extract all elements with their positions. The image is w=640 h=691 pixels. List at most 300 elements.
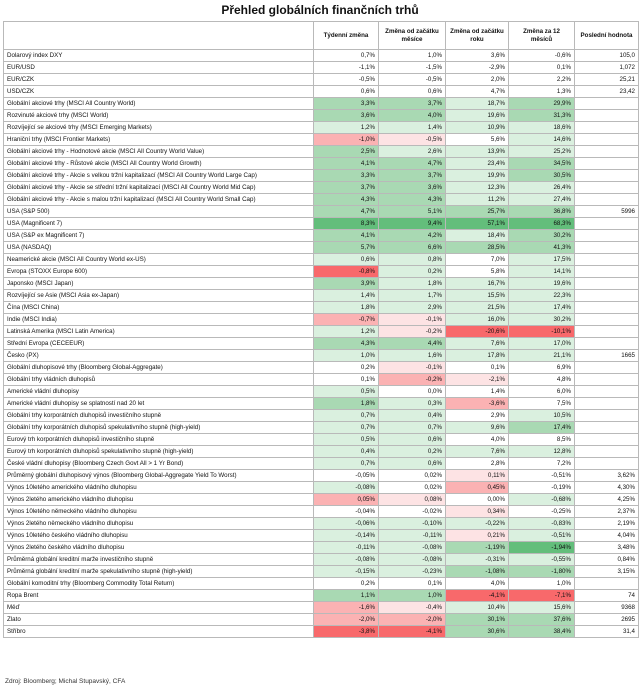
y12-change-cell: 31,3% bbox=[509, 110, 575, 122]
y12-change-cell: 29,9% bbox=[509, 98, 575, 110]
last-value-cell bbox=[575, 218, 639, 230]
weekly-change-cell: 5,7% bbox=[314, 242, 379, 254]
row-label: Výnos 2letého českého vládního dluhopisu bbox=[4, 542, 314, 554]
mtd-change-cell: -1,5% bbox=[379, 62, 446, 74]
weekly-change-cell: -0,08% bbox=[314, 554, 379, 566]
last-value-cell: 0,84% bbox=[575, 554, 639, 566]
row-label: Globální trhy korporátních dluhopisů investičního stupně bbox=[4, 410, 314, 422]
mtd-change-cell: 0,08% bbox=[379, 494, 446, 506]
ytd-change-cell: -2,1% bbox=[446, 374, 509, 386]
last-value-cell bbox=[575, 194, 639, 206]
row-label: Globální akciové trhy - Akcie se střední tržní kapitalizací (MSCI All Country World Mid Cap) bbox=[4, 182, 314, 194]
last-value-cell bbox=[575, 122, 639, 134]
ytd-change-cell: 7,0% bbox=[446, 254, 509, 266]
last-value-cell bbox=[575, 170, 639, 182]
last-value-cell: 3,62% bbox=[575, 470, 639, 482]
y12-change-cell: 27,4% bbox=[509, 194, 575, 206]
ytd-change-cell: 1,4% bbox=[446, 386, 509, 398]
weekly-change-cell: -1,1% bbox=[314, 62, 379, 74]
y12-change-cell: 37,6% bbox=[509, 614, 575, 626]
y12-change-cell: 17,4% bbox=[509, 422, 575, 434]
last-value-cell bbox=[575, 266, 639, 278]
last-value-cell: 4,30% bbox=[575, 482, 639, 494]
weekly-change-cell: 1,2% bbox=[314, 122, 379, 134]
last-value-cell bbox=[575, 362, 639, 374]
mtd-change-cell: -0,5% bbox=[379, 134, 446, 146]
ytd-change-cell: 7,6% bbox=[446, 446, 509, 458]
y12-change-cell: 15,6% bbox=[509, 602, 575, 614]
ytd-change-cell: 4,7% bbox=[446, 86, 509, 98]
y12-change-cell: 10,5% bbox=[509, 410, 575, 422]
y12-change-cell: 38,4% bbox=[509, 626, 575, 638]
ytd-change-cell: 21,5% bbox=[446, 302, 509, 314]
table-row bbox=[4, 110, 639, 122]
y12-change-cell: -0,55% bbox=[509, 554, 575, 566]
weekly-change-cell: -1,6% bbox=[314, 602, 379, 614]
last-value-cell: 1,072 bbox=[575, 62, 639, 74]
weekly-change-cell: 0,2% bbox=[314, 578, 379, 590]
row-label: Americké vládní dluhopisy se splatností nad 20 let bbox=[4, 398, 314, 410]
mtd-change-cell: -0,1% bbox=[379, 314, 446, 326]
ytd-change-cell: -3,6% bbox=[446, 398, 509, 410]
y12-change-cell: 21,1% bbox=[509, 350, 575, 362]
last-value-cell: 31,4 bbox=[575, 626, 639, 638]
ytd-change-cell: -0,31% bbox=[446, 554, 509, 566]
mtd-change-cell: 2,9% bbox=[379, 302, 446, 314]
weekly-change-cell: 4,1% bbox=[314, 230, 379, 242]
last-value-cell bbox=[575, 458, 639, 470]
last-value-cell bbox=[575, 278, 639, 290]
mtd-change-cell: 4,0% bbox=[379, 110, 446, 122]
weekly-change-cell: -0,11% bbox=[314, 542, 379, 554]
y12-change-cell: 18,6% bbox=[509, 122, 575, 134]
y12-change-cell: 30,2% bbox=[509, 314, 575, 326]
row-label: Hraniční trhy (MSCI Frontier Markets) bbox=[4, 134, 314, 146]
last-value-cell bbox=[575, 98, 639, 110]
weekly-change-cell: 3,3% bbox=[314, 98, 379, 110]
weekly-change-cell: -0,08% bbox=[314, 482, 379, 494]
table-row bbox=[4, 566, 639, 578]
ytd-change-cell: 12,3% bbox=[446, 182, 509, 194]
row-label: Rozvíjející se Asie (MSCI Asia ex-Japan) bbox=[4, 290, 314, 302]
y12-change-cell: -0,25% bbox=[509, 506, 575, 518]
last-value-cell bbox=[575, 290, 639, 302]
weekly-change-cell: 1,0% bbox=[314, 350, 379, 362]
row-label: Americké vládní dluhopisy bbox=[4, 386, 314, 398]
ytd-change-cell: 2,9% bbox=[446, 410, 509, 422]
mtd-change-cell: -0,08% bbox=[379, 554, 446, 566]
ytd-change-cell: 10,9% bbox=[446, 122, 509, 134]
header-weekly-change: Týdenní změna bbox=[314, 22, 379, 50]
row-label: Globální komoditní trhy (Bloomberg Commodity Total Return) bbox=[4, 578, 314, 590]
last-value-cell bbox=[575, 146, 639, 158]
row-label: Měď bbox=[4, 602, 314, 614]
y12-change-cell: 19,6% bbox=[509, 278, 575, 290]
table-row bbox=[4, 62, 639, 74]
table-row bbox=[4, 578, 639, 590]
last-value-cell: 2,19% bbox=[575, 518, 639, 530]
row-label: Výnos 10letého českého vládního dluhopisu bbox=[4, 530, 314, 542]
mtd-change-cell: -0,5% bbox=[379, 74, 446, 86]
mtd-change-cell: 0,4% bbox=[379, 410, 446, 422]
mtd-change-cell: -0,1% bbox=[379, 362, 446, 374]
ytd-change-cell: 0,34% bbox=[446, 506, 509, 518]
ytd-change-cell: 19,9% bbox=[446, 170, 509, 182]
weekly-change-cell: -0,05% bbox=[314, 470, 379, 482]
table-row bbox=[4, 326, 639, 338]
ytd-change-cell: 10,4% bbox=[446, 602, 509, 614]
mtd-change-cell: -0,10% bbox=[379, 518, 446, 530]
weekly-change-cell: 0,4% bbox=[314, 446, 379, 458]
mtd-change-cell: 0,2% bbox=[379, 446, 446, 458]
row-label: Výnos 2letého německého vládního dluhopisu bbox=[4, 518, 314, 530]
y12-change-cell: 17,0% bbox=[509, 338, 575, 350]
weekly-change-cell: -1,0% bbox=[314, 134, 379, 146]
last-value-cell bbox=[575, 410, 639, 422]
y12-change-cell: 17,4% bbox=[509, 302, 575, 314]
table-row bbox=[4, 122, 639, 134]
table-row bbox=[4, 590, 639, 602]
mtd-change-cell: 5,1% bbox=[379, 206, 446, 218]
y12-change-cell: 14,6% bbox=[509, 134, 575, 146]
table-row bbox=[4, 410, 639, 422]
weekly-change-cell: 4,3% bbox=[314, 338, 379, 350]
table-row bbox=[4, 134, 639, 146]
source-note: Zdroj: Bloomberg; Michal Stupavský, CFA bbox=[5, 678, 126, 685]
ytd-change-cell: 15,5% bbox=[446, 290, 509, 302]
weekly-change-cell: -0,14% bbox=[314, 530, 379, 542]
mtd-change-cell: -0,08% bbox=[379, 542, 446, 554]
mtd-change-cell: -0,2% bbox=[379, 374, 446, 386]
ytd-change-cell: 0,00% bbox=[446, 494, 509, 506]
y12-change-cell: -1,94% bbox=[509, 542, 575, 554]
mtd-change-cell: 1,4% bbox=[379, 122, 446, 134]
mtd-change-cell: 0,8% bbox=[379, 254, 446, 266]
row-label: Latinská Amerika (MSCI Latin America) bbox=[4, 326, 314, 338]
ytd-change-cell: 18,4% bbox=[446, 230, 509, 242]
y12-change-cell: -0,83% bbox=[509, 518, 575, 530]
y12-change-cell: 6,0% bbox=[509, 386, 575, 398]
row-label: USA (NASDAQ) bbox=[4, 242, 314, 254]
table-row bbox=[4, 482, 639, 494]
row-label: Rozvinuté akciové trhy (MSCI World) bbox=[4, 110, 314, 122]
row-label: USA (S&P ex Magnificent 7) bbox=[4, 230, 314, 242]
last-value-cell: 5996 bbox=[575, 206, 639, 218]
row-label: Stříbro bbox=[4, 626, 314, 638]
table-row bbox=[4, 74, 639, 86]
weekly-change-cell: 0,1% bbox=[314, 374, 379, 386]
table-row bbox=[4, 458, 639, 470]
ytd-change-cell: -0,22% bbox=[446, 518, 509, 530]
ytd-change-cell: 11,2% bbox=[446, 194, 509, 206]
weekly-change-cell: -0,8% bbox=[314, 266, 379, 278]
table-row bbox=[4, 206, 639, 218]
ytd-change-cell: 5,8% bbox=[446, 266, 509, 278]
ytd-change-cell: 0,45% bbox=[446, 482, 509, 494]
mtd-change-cell: 3,6% bbox=[379, 182, 446, 194]
weekly-change-cell: -0,7% bbox=[314, 314, 379, 326]
table-row bbox=[4, 506, 639, 518]
last-value-cell bbox=[575, 158, 639, 170]
y12-change-cell: -0,68% bbox=[509, 494, 575, 506]
weekly-change-cell: -0,04% bbox=[314, 506, 379, 518]
table-row bbox=[4, 278, 639, 290]
header-year-to-date: Změna od začátku roku bbox=[446, 22, 509, 50]
row-label: Česko (PX) bbox=[4, 350, 314, 362]
last-value-cell bbox=[575, 434, 639, 446]
y12-change-cell: 26,4% bbox=[509, 182, 575, 194]
y12-change-cell: -0,6% bbox=[509, 50, 575, 62]
mtd-change-cell: 3,7% bbox=[379, 170, 446, 182]
ytd-change-cell: 3,6% bbox=[446, 50, 509, 62]
row-label: Indie (MSCI India) bbox=[4, 314, 314, 326]
table-row bbox=[4, 554, 639, 566]
ytd-change-cell: 57,1% bbox=[446, 218, 509, 230]
y12-change-cell: 17,5% bbox=[509, 254, 575, 266]
table-row bbox=[4, 218, 639, 230]
row-label: Průměrná globální kreditní marže spekulativního stupně (high-yield) bbox=[4, 566, 314, 578]
y12-change-cell: 68,3% bbox=[509, 218, 575, 230]
last-value-cell bbox=[575, 386, 639, 398]
weekly-change-cell: 8,3% bbox=[314, 218, 379, 230]
ytd-change-cell: 0,1% bbox=[446, 362, 509, 374]
row-label: Výnos 2letého amerického vládního dluhopisu bbox=[4, 494, 314, 506]
mtd-change-cell: -0,11% bbox=[379, 530, 446, 542]
ytd-change-cell: 30,6% bbox=[446, 626, 509, 638]
last-value-cell bbox=[575, 110, 639, 122]
mtd-change-cell: 0,0% bbox=[379, 386, 446, 398]
ytd-change-cell: -2,9% bbox=[446, 62, 509, 74]
y12-change-cell: 22,3% bbox=[509, 290, 575, 302]
last-value-cell bbox=[575, 254, 639, 266]
y12-change-cell: -0,19% bbox=[509, 482, 575, 494]
row-label: Průměrná globální kreditní marže investičního stupně bbox=[4, 554, 314, 566]
y12-change-cell: -1,80% bbox=[509, 566, 575, 578]
table-row bbox=[4, 182, 639, 194]
y12-change-cell: 2,2% bbox=[509, 74, 575, 86]
row-label: Neamerické akcie (MSCI All Country World ex-US) bbox=[4, 254, 314, 266]
ytd-change-cell: 4,0% bbox=[446, 578, 509, 590]
row-label: Čína (MSCI China) bbox=[4, 302, 314, 314]
table-row bbox=[4, 170, 639, 182]
mtd-change-cell: 0,1% bbox=[379, 578, 446, 590]
table-row bbox=[4, 602, 639, 614]
row-label: Rozvíjející se akciové trhy (MSCI Emerging Markets) bbox=[4, 122, 314, 134]
ytd-change-cell: 2,8% bbox=[446, 458, 509, 470]
ytd-change-cell: 9,6% bbox=[446, 422, 509, 434]
weekly-change-cell: -0,15% bbox=[314, 566, 379, 578]
last-value-cell bbox=[575, 230, 639, 242]
y12-change-cell: 0,1% bbox=[509, 62, 575, 74]
y12-change-cell: 12,8% bbox=[509, 446, 575, 458]
y12-change-cell: -0,51% bbox=[509, 530, 575, 542]
last-value-cell bbox=[575, 134, 639, 146]
table-row bbox=[4, 50, 639, 62]
y12-change-cell: 6,9% bbox=[509, 362, 575, 374]
weekly-change-cell: -2,0% bbox=[314, 614, 379, 626]
weekly-change-cell: 0,7% bbox=[314, 422, 379, 434]
ytd-change-cell: 2,0% bbox=[446, 74, 509, 86]
weekly-change-cell: 3,3% bbox=[314, 170, 379, 182]
ytd-change-cell: 28,5% bbox=[446, 242, 509, 254]
mtd-change-cell: 3,7% bbox=[379, 98, 446, 110]
ytd-change-cell: 0,21% bbox=[446, 530, 509, 542]
weekly-change-cell: 0,5% bbox=[314, 434, 379, 446]
ytd-change-cell: 25,7% bbox=[446, 206, 509, 218]
row-label: Globální trhy vládních dluhopisů bbox=[4, 374, 314, 386]
last-value-cell bbox=[575, 422, 639, 434]
table-row bbox=[4, 434, 639, 446]
table-row bbox=[4, 614, 639, 626]
row-label: Globální akciové trhy - Růstové akcie (MSCI All Country World Growth) bbox=[4, 158, 314, 170]
row-label: Ropa Brent bbox=[4, 590, 314, 602]
mtd-change-cell: -0,4% bbox=[379, 602, 446, 614]
y12-change-cell: -10,1% bbox=[509, 326, 575, 338]
table-row bbox=[4, 374, 639, 386]
table-row bbox=[4, 386, 639, 398]
weekly-change-cell: 4,7% bbox=[314, 206, 379, 218]
table-body bbox=[4, 50, 639, 638]
weekly-change-cell: 4,3% bbox=[314, 194, 379, 206]
mtd-change-cell: 0,2% bbox=[379, 266, 446, 278]
last-value-cell bbox=[575, 182, 639, 194]
table-row bbox=[4, 266, 639, 278]
row-label: EUR/USD bbox=[4, 62, 314, 74]
ytd-change-cell: 17,8% bbox=[446, 350, 509, 362]
row-label: Evropa (STOXX Europe 600) bbox=[4, 266, 314, 278]
weekly-change-cell: 0,7% bbox=[314, 458, 379, 470]
header-label bbox=[4, 22, 314, 50]
last-value-cell: 3,15% bbox=[575, 566, 639, 578]
y12-change-cell: 30,2% bbox=[509, 230, 575, 242]
row-label: USA (Magnificent 7) bbox=[4, 218, 314, 230]
weekly-change-cell: 1,4% bbox=[314, 290, 379, 302]
weekly-change-cell: 3,6% bbox=[314, 110, 379, 122]
table-row bbox=[4, 194, 639, 206]
row-label: Výnos 10letého amerického vládního dluhopisu bbox=[4, 482, 314, 494]
weekly-change-cell: 1,8% bbox=[314, 302, 379, 314]
last-value-cell bbox=[575, 446, 639, 458]
row-label: Dolarový index DXY bbox=[4, 50, 314, 62]
weekly-change-cell: 3,7% bbox=[314, 182, 379, 194]
weekly-change-cell: -0,06% bbox=[314, 518, 379, 530]
weekly-change-cell: 4,1% bbox=[314, 158, 379, 170]
header-month-to-date: Změna od začátku měsíce bbox=[379, 22, 446, 50]
row-label: Globální akciové trhy - Akcie s malou tržní kapitalizací (MSCI All Country World Small Cap) bbox=[4, 194, 314, 206]
table-row bbox=[4, 470, 639, 482]
y12-change-cell: 1,3% bbox=[509, 86, 575, 98]
ytd-change-cell: -1,19% bbox=[446, 542, 509, 554]
table-row bbox=[4, 446, 639, 458]
ytd-change-cell: -1,08% bbox=[446, 566, 509, 578]
table-row bbox=[4, 302, 639, 314]
mtd-change-cell: 6,6% bbox=[379, 242, 446, 254]
weekly-change-cell: 2,5% bbox=[314, 146, 379, 158]
table-row bbox=[4, 230, 639, 242]
mtd-change-cell: 4,2% bbox=[379, 230, 446, 242]
table-row bbox=[4, 290, 639, 302]
ytd-change-cell: 16,0% bbox=[446, 314, 509, 326]
last-value-cell: 74 bbox=[575, 590, 639, 602]
row-label: Eurový trh korporátních dluhopisů investičního stupně bbox=[4, 434, 314, 446]
y12-change-cell: 34,5% bbox=[509, 158, 575, 170]
table-row bbox=[4, 86, 639, 98]
header-12-month: Změna za 12 měsíců bbox=[509, 22, 575, 50]
mtd-change-cell: -2,0% bbox=[379, 614, 446, 626]
table-title: Přehled globálních finančních trhů bbox=[221, 3, 419, 17]
table-row bbox=[4, 350, 639, 362]
weekly-change-cell: 0,5% bbox=[314, 386, 379, 398]
y12-change-cell: 30,5% bbox=[509, 170, 575, 182]
mtd-change-cell: -0,02% bbox=[379, 506, 446, 518]
header-row bbox=[4, 22, 639, 50]
mtd-change-cell: 1,6% bbox=[379, 350, 446, 362]
row-label: Střední Evropa (CECEEUR) bbox=[4, 338, 314, 350]
table-row bbox=[4, 146, 639, 158]
weekly-change-cell: 0,7% bbox=[314, 50, 379, 62]
weekly-change-cell: 0,6% bbox=[314, 86, 379, 98]
y12-change-cell: 36,8% bbox=[509, 206, 575, 218]
y12-change-cell: 1,0% bbox=[509, 578, 575, 590]
last-value-cell bbox=[575, 374, 639, 386]
table-row bbox=[4, 422, 639, 434]
last-value-cell: 4,25% bbox=[575, 494, 639, 506]
weekly-change-cell: 1,8% bbox=[314, 398, 379, 410]
mtd-change-cell: 4,4% bbox=[379, 338, 446, 350]
mtd-change-cell: 1,0% bbox=[379, 590, 446, 602]
last-value-cell bbox=[575, 578, 639, 590]
mtd-change-cell: -0,23% bbox=[379, 566, 446, 578]
row-label: Průměrný globální dluhopisový výnos (Bloomberg Global-Aggregate Yield To Worst) bbox=[4, 470, 314, 482]
table-row bbox=[4, 254, 639, 266]
weekly-change-cell: -3,8% bbox=[314, 626, 379, 638]
row-label: Eurový trh korporátních dluhopisů spekulativního stupně (high-yield) bbox=[4, 446, 314, 458]
weekly-change-cell: 1,2% bbox=[314, 326, 379, 338]
y12-change-cell: 8,5% bbox=[509, 434, 575, 446]
ytd-change-cell: -4,1% bbox=[446, 590, 509, 602]
y12-change-cell: 7,2% bbox=[509, 458, 575, 470]
last-value-cell bbox=[575, 398, 639, 410]
table-row bbox=[4, 158, 639, 170]
table-row bbox=[4, 398, 639, 410]
table-row bbox=[4, 494, 639, 506]
mtd-change-cell: 0,02% bbox=[379, 482, 446, 494]
header-last-value: Poslední hodnota bbox=[575, 22, 639, 50]
mtd-change-cell: 0,02% bbox=[379, 470, 446, 482]
table-row bbox=[4, 530, 639, 542]
y12-change-cell: 7,5% bbox=[509, 398, 575, 410]
row-label: Výnos 10letého německého vládního dluhopisu bbox=[4, 506, 314, 518]
ytd-change-cell: 4,0% bbox=[446, 434, 509, 446]
table-row bbox=[4, 242, 639, 254]
row-label: Globální trhy korporátních dluhopisů spekulativního stupně (high-yield) bbox=[4, 422, 314, 434]
ytd-change-cell: -20,6% bbox=[446, 326, 509, 338]
ytd-change-cell: 30,1% bbox=[446, 614, 509, 626]
weekly-change-cell: 0,2% bbox=[314, 362, 379, 374]
y12-change-cell: 25,2% bbox=[509, 146, 575, 158]
mtd-change-cell: 4,7% bbox=[379, 158, 446, 170]
mtd-change-cell: 1,8% bbox=[379, 278, 446, 290]
ytd-change-cell: 23,4% bbox=[446, 158, 509, 170]
last-value-cell: 25,21 bbox=[575, 74, 639, 86]
mtd-change-cell: -4,1% bbox=[379, 626, 446, 638]
last-value-cell bbox=[575, 338, 639, 350]
mtd-change-cell: 0,7% bbox=[379, 422, 446, 434]
row-label: Japonsko (MSCI Japan) bbox=[4, 278, 314, 290]
y12-change-cell: -0,51% bbox=[509, 470, 575, 482]
row-label: České vládní dluhopisy (Bloomberg Czech Govt All > 1 Yr Bond) bbox=[4, 458, 314, 470]
table-row bbox=[4, 542, 639, 554]
